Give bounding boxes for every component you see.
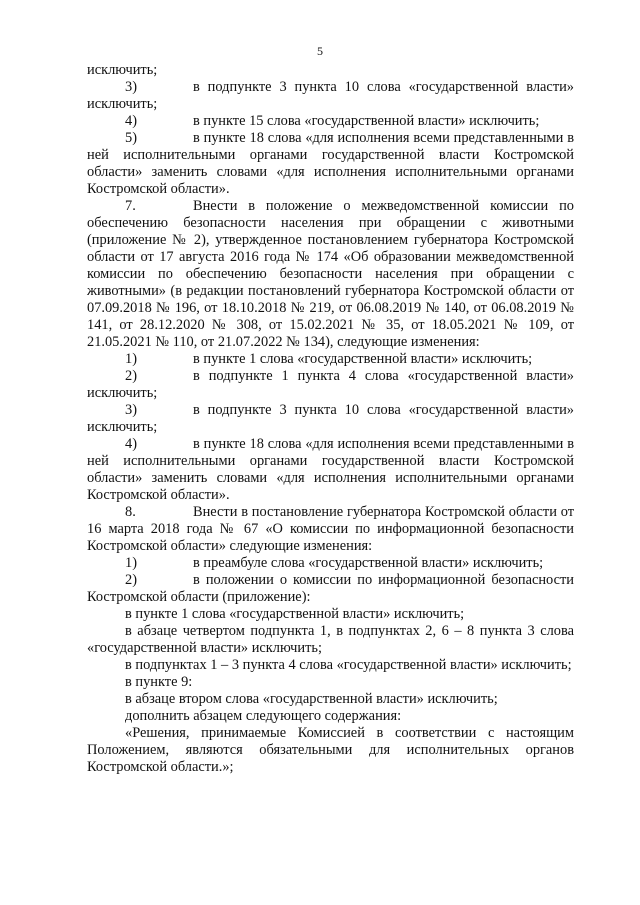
paragraph-text: в пункте 18 слова «для исполнения всеми представленными в ней исполнительными органами государственной власти Костромской области» заменить словами «для исполнения исполнительными органами Костромской области». xyxy=(87,130,574,197)
paragraph xyxy=(87,555,574,572)
item-number: 8. xyxy=(125,504,136,520)
paragraph: в абзаце втором слова «государственной власти» исключить; xyxy=(125,691,498,707)
paragraph: в абзаце четвертом подпункта 1, в подпунктах 2, 6 – 8 пункта 3 слова «государственной власти» исключить; xyxy=(87,623,574,656)
paragraph: в подпунктах 1 – 3 пункта 4 слова «государственной власти» исключить; xyxy=(125,657,572,673)
item-number: 4) xyxy=(125,436,137,452)
document-body xyxy=(87,62,574,776)
item-number: 3) xyxy=(125,79,137,95)
paragraph xyxy=(87,113,574,130)
paragraph xyxy=(87,351,574,368)
item-number: 3) xyxy=(125,402,137,418)
item-number: 1) xyxy=(125,555,137,571)
paragraph xyxy=(87,79,574,113)
paragraph xyxy=(87,402,574,436)
paragraph xyxy=(87,198,574,351)
item-number: 5) xyxy=(125,130,137,146)
paragraph: исключить; xyxy=(87,62,158,78)
paragraph-text: Внести в постановление губернатора Костромской области от 16 марта 2018 года № 67 «О комиссии по информационной безопасности Костромской области» следующие изменения: xyxy=(87,504,574,554)
paragraph-text: в пункте 15 слова «государственной власти» исключить; xyxy=(193,113,540,129)
paragraph-text: в положении о комиссии по информационной безопасности Костромской области (приложение): xyxy=(87,572,574,605)
item-number: 1) xyxy=(125,351,137,367)
paragraph-text: в подпункте 3 пункта 10 слова «государственной власти» исключить; xyxy=(87,79,574,112)
paragraph xyxy=(87,368,574,402)
paragraph-text: Внести в положение о межведомственной комиссии по обеспечению безопасности населения при обращении с животными (приложение № 2), утвержденное постановлением губернатора Костромской области от 17 августа 2016 года № 174 «Об образовании межведомственной комиссии по обеспечению безопасности населения при обращении с животными» (в редакции постановлений губернатора Костромской области от 07.09.2018 № 196, от 18.10.2018 № 219, от 06.08.2019 № 140, от 06.08.2019 № 141, от 28.12.2020 № 308, от 15.02.2021 № 35, от 18.05.2021 № 109, от 21.05.2021 № 110, от 21.07.2022 № 134), следующие изменения: xyxy=(87,198,574,350)
paragraph: «Решения, принимаемые Комиссией в соответствии с настоящим Положением, являются обязательными для исполнительных органов Костромской области.»; xyxy=(87,725,574,775)
paragraph: в пункте 1 слова «государственной власти» исключить; xyxy=(125,606,465,622)
paragraph-text: в пункте 1 слова «государственной власти» исключить; xyxy=(193,351,533,367)
paragraph-text: в подпункте 3 пункта 10 слова «государственной власти» исключить; xyxy=(87,402,574,435)
paragraph xyxy=(87,130,574,198)
paragraph xyxy=(87,436,574,504)
item-number: 2) xyxy=(125,368,137,384)
paragraph xyxy=(87,572,574,606)
item-number: 7. xyxy=(125,198,136,214)
item-number: 2) xyxy=(125,572,137,588)
paragraph: дополнить абзацем следующего содержания: xyxy=(125,708,402,724)
paragraph: в пункте 9: xyxy=(125,674,193,690)
paragraph xyxy=(87,504,574,555)
paragraph-text: в преамбуле слова «государственной власти» исключить; xyxy=(193,555,544,571)
paragraph-text: в пункте 18 слова «для исполнения всеми представленными в ней исполнительными органами государственной власти Костромской области» заменить словами «для исполнения исполнительными органами Костромской области». xyxy=(87,436,574,503)
page-number: 5 xyxy=(317,44,323,58)
item-number: 4) xyxy=(125,113,137,129)
paragraph-text: в подпункте 1 пункта 4 слова «государственной власти» исключить; xyxy=(87,368,574,401)
